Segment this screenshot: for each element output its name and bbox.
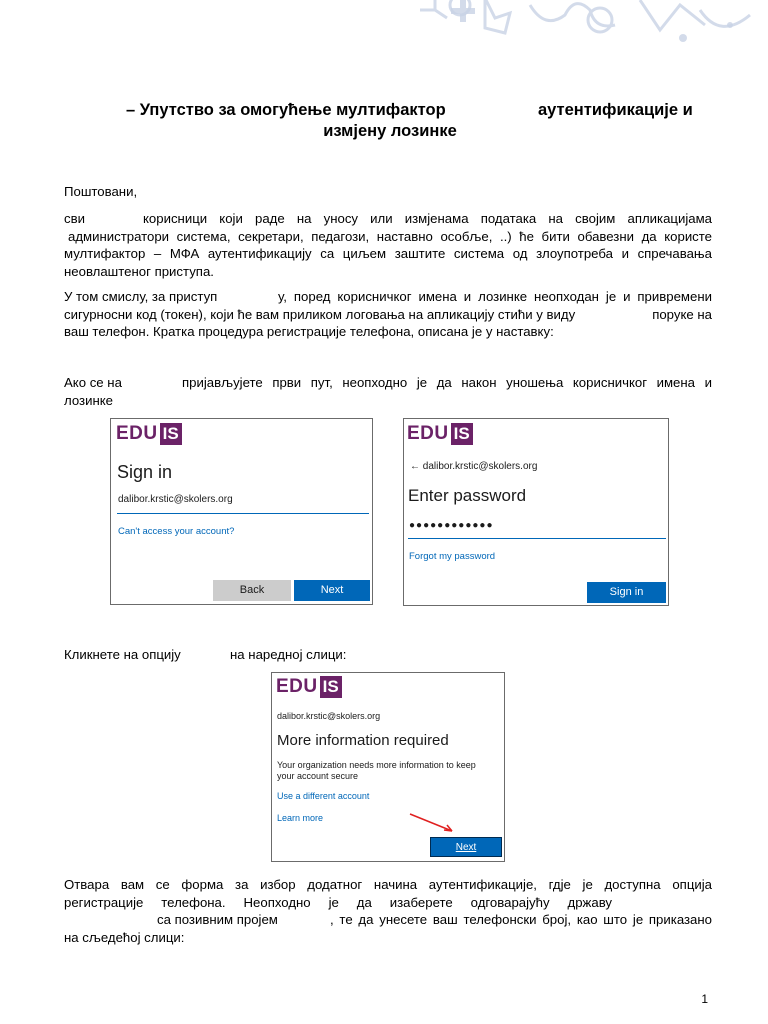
title-line-2: измјену лозинке bbox=[323, 122, 457, 140]
next-button[interactable]: Next bbox=[294, 580, 370, 601]
password-field[interactable]: ●●●●●●●●●●●● bbox=[409, 520, 494, 531]
eduis-logo: EDU IS bbox=[276, 676, 342, 698]
moreinfo-heading: More information required bbox=[277, 732, 449, 749]
eduis-logo: EDU IS bbox=[116, 423, 182, 445]
paragraph-3 bbox=[64, 374, 712, 409]
red-arrow-icon bbox=[407, 811, 457, 836]
next-button[interactable]: Next bbox=[430, 837, 502, 857]
para3-start: Ако се на bbox=[64, 375, 122, 390]
signin-screenshot bbox=[110, 418, 373, 605]
para2-line1: у, поред корисничког имена и лозинке неопходан је и привремени bbox=[278, 289, 712, 304]
moreinfo-description: Your organization needs more information to keep your account secure bbox=[277, 760, 476, 781]
eduis-logo: EDU IS bbox=[407, 423, 473, 445]
para5-line4: на сљедећој слици: bbox=[64, 929, 185, 945]
cant-access-link[interactable]: Can't access your account? bbox=[118, 526, 235, 537]
signin-button[interactable]: Sign in bbox=[587, 582, 666, 603]
para1-line1: корисници који раде на уносу или измјенама података на својим апликацијама bbox=[143, 211, 712, 226]
password-screenshot bbox=[403, 418, 669, 606]
para5-line3-a: са позивним пројем bbox=[157, 912, 278, 927]
password-heading: Enter password bbox=[408, 486, 527, 505]
email-field[interactable]: dalibor.krstic@skolers.org bbox=[118, 494, 233, 505]
document-title bbox=[60, 100, 720, 142]
para1-rest: администратори система, секретари, педагози, наставно особље, ..) ће бити обавезни да користе мултифактор – МФА аутентификацију са циљем заштите система од злоупотреба и спречавања неовлаштеног приступа. bbox=[64, 228, 712, 279]
header-decoration bbox=[400, 0, 768, 60]
forgot-password-link[interactable]: Forgot my password bbox=[409, 551, 496, 562]
moreinfo-screenshot bbox=[271, 672, 505, 862]
para2-start: У том смислу, за приступ bbox=[64, 289, 218, 304]
title-part-1: – Упутство за омогућење мултифактор bbox=[126, 101, 446, 119]
paragraph-1 bbox=[64, 210, 712, 280]
paragraph-2 bbox=[64, 288, 712, 341]
use-different-account-link[interactable]: Use a different account bbox=[277, 791, 370, 801]
paragraph-5 bbox=[64, 876, 712, 946]
para2-line2-end: поруке на bbox=[652, 306, 712, 322]
password-underline bbox=[408, 538, 666, 539]
learn-more-link[interactable]: Learn more bbox=[277, 813, 324, 823]
para4-end: на наредној слици: bbox=[230, 647, 347, 662]
signin-heading: Sign in bbox=[117, 462, 173, 482]
para1-word: сви bbox=[64, 211, 85, 226]
para3-line1: пријављујете први пут, неопходно је да након уношења корисничког имена и bbox=[182, 375, 712, 390]
para5-line2: регистрације телефона. Неопходно је да изаберете одговарајућу државу bbox=[64, 894, 612, 910]
title-part-2: аутентификације и bbox=[538, 101, 693, 119]
para2-line2: сигурносни код (токен), који ће вам приликом логовања на апликацију стићи у виду bbox=[64, 306, 576, 322]
paragraph-4 bbox=[64, 646, 712, 664]
account-email: dalibor.krstic@skolers.org bbox=[277, 711, 381, 721]
back-to-email[interactable]: ← dalibor.krstic@skolers.org bbox=[410, 461, 538, 472]
email-underline bbox=[117, 513, 369, 514]
para5-line3-b: , те да унесете ваш телефонски број, као што је приказано bbox=[330, 912, 712, 927]
back-button[interactable]: Back bbox=[213, 580, 291, 601]
para3-line2: лозинке bbox=[64, 392, 113, 408]
para2-line3: ваш телефон. Кратка процедура регистрације телефона, описана је у наставку: bbox=[64, 324, 554, 339]
para4-start: Кликнете на опцију bbox=[64, 647, 181, 662]
greeting: Поштовани, bbox=[64, 184, 138, 199]
page-number: 1 bbox=[701, 992, 708, 1006]
para5-line1: Отвара вам се форма за избор додатног начина аутентификације, гдје је доступна опција bbox=[64, 877, 712, 892]
